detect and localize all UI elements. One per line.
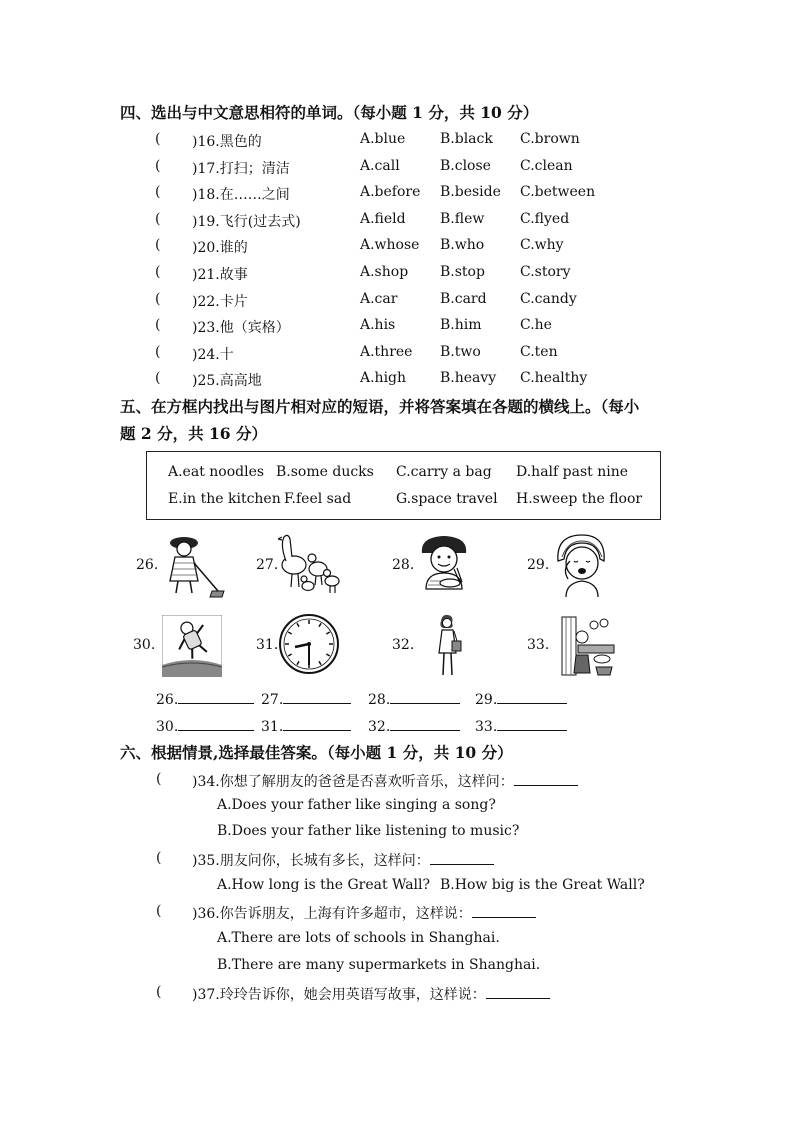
boy-eating-noodles-picture [416, 533, 474, 599]
woman-with-bag-picture [430, 613, 464, 679]
phrase-option-box [146, 451, 661, 520]
q24-option-b[interactable]: B.two [440, 344, 481, 360]
q23-option-a[interactable]: A.his [360, 317, 396, 333]
q22-option-c[interactable]: C.candy [520, 291, 577, 307]
picture-label-31: 31. [256, 637, 279, 653]
picture-label-26: 26. [136, 557, 159, 573]
q35-paren[interactable]: ( [156, 850, 162, 866]
q36-option-b[interactable]: B.There are many supermarkets in Shanghai. [217, 957, 541, 973]
q24-option-c[interactable]: C.ten [520, 344, 558, 360]
q23-question-text: )23.他（宾格） [192, 320, 290, 336]
answer-blank-29[interactable]: 29. [475, 691, 567, 708]
answer-blank-28[interactable]: 28. [368, 691, 460, 708]
q23-option-c[interactable]: C.he [520, 317, 552, 333]
q17-option-a[interactable]: A.call [360, 158, 400, 174]
picture-label-29: 29. [527, 557, 550, 573]
q19-option-c[interactable]: C.flyed [520, 211, 570, 227]
q18-question-text: )18.在……之间 [192, 187, 290, 203]
q18-option-a[interactable]: A.before [360, 184, 421, 200]
q19-option-b[interactable]: B.flew [440, 211, 485, 227]
q34-option-a[interactable]: A.Does your father like singing a song? [217, 797, 496, 813]
picture-label-27: 27. [256, 557, 279, 573]
q16-answer-paren[interactable]: ( [155, 131, 161, 147]
q20-option-a[interactable]: A.whose [360, 237, 420, 253]
q19-option-a[interactable]: A.field [360, 211, 406, 227]
q25-option-a[interactable]: A.high [360, 370, 407, 386]
q22-option-a[interactable]: A.car [360, 291, 398, 307]
q21-option-c[interactable]: C.story [520, 264, 571, 280]
q35-question: )35.朋友问你，长城有多长，这样问： [192, 850, 494, 870]
q35-option-b[interactable]: B.How big is the Great Wall? [440, 877, 645, 893]
option-h: H.sweep the floor [516, 491, 643, 507]
section5-heading-line2: 题 2 分，共 16 分） [120, 424, 267, 443]
q23-answer-paren[interactable]: ( [155, 317, 161, 333]
clock-picture [278, 613, 340, 675]
answer-blank-32[interactable]: 32. [368, 718, 460, 735]
q21-question-text: )21.故事 [192, 267, 248, 283]
q16-option-c[interactable]: C.brown [520, 131, 580, 147]
q34-option-b[interactable]: B.Does your father like listening to music? [217, 823, 520, 839]
q19-answer-paren[interactable]: ( [155, 211, 161, 227]
q17-option-c[interactable]: C.clean [520, 158, 573, 174]
picture-label-32: 32. [392, 637, 415, 653]
q18-option-c[interactable]: C.between [520, 184, 596, 200]
picture-label-33: 33. [527, 637, 550, 653]
q37-question: )37.玲玲告诉你，她会用英语写故事，这样说： [192, 984, 550, 1004]
option-a: A.eat noodles [168, 464, 265, 480]
answer-blank-33[interactable]: 33. [475, 718, 567, 735]
answer-blank-30[interactable]: 30. [156, 718, 254, 735]
q21-option-a[interactable]: A.shop [360, 264, 409, 280]
section5-heading-line1: 五、在方框内找出与图片相对应的短语，并将答案填在各题的横线上。（每小 [120, 397, 640, 416]
option-e: E.in the kitchen [168, 491, 281, 507]
q21-answer-paren[interactable]: ( [155, 264, 161, 280]
q21-option-b[interactable]: B.stop [440, 264, 485, 280]
sweeping-girl-picture [160, 533, 226, 599]
picture-label-30: 30. [133, 637, 156, 653]
q34-question: )34.你想了解朋友的爸爸是否喜欢听音乐，这样问： [192, 771, 578, 791]
q24-answer-paren[interactable]: ( [155, 344, 161, 360]
option-f: F.feel sad [284, 491, 352, 507]
q19-question-text: )19.飞行(过去式) [192, 214, 301, 230]
q20-answer-paren[interactable]: ( [155, 237, 161, 253]
option-c: C.carry a bag [396, 464, 492, 480]
q20-option-b[interactable]: B.who [440, 237, 485, 253]
q34-paren[interactable]: ( [156, 771, 162, 787]
q17-option-b[interactable]: B.close [440, 158, 491, 174]
q24-option-a[interactable]: A.three [360, 344, 413, 360]
sad-girl-picture [548, 531, 616, 599]
q17-question-text: )17.打扫；清洁 [192, 161, 290, 177]
kitchen-picture [560, 615, 616, 677]
ducks-picture [278, 531, 342, 597]
picture-label-28: 28. [392, 557, 415, 573]
q20-option-c[interactable]: C.why [520, 237, 564, 253]
option-d: D.half past nine [516, 464, 629, 480]
q16-option-a[interactable]: A.blue [360, 131, 406, 147]
q16-question-text: )16.黑色的 [192, 134, 262, 150]
q25-question-text: )25.高高地 [192, 373, 262, 389]
option-g: G.space travel [396, 491, 498, 507]
section6-heading: 六、根据情景,选择最佳答案。（每小题 1 分，共 10 分） [120, 743, 513, 762]
q18-option-b[interactable]: B.beside [440, 184, 501, 200]
answer-blank-27[interactable]: 27. [261, 691, 351, 708]
section4-heading: 四、选出与中文意思相符的单词。（每小题 1 分，共 10 分） [120, 103, 539, 122]
q36-paren[interactable]: ( [156, 903, 162, 919]
q24-question-text: )24.十 [192, 347, 234, 363]
q25-option-b[interactable]: B.heavy [440, 370, 497, 386]
q16-option-b[interactable]: B.black [440, 131, 493, 147]
q36-option-a[interactable]: A.There are lots of schools in Shanghai. [217, 930, 500, 946]
q35-option-a[interactable]: A.How long is the Great Wall? [217, 877, 431, 893]
option-b: B.some ducks [276, 464, 374, 480]
astronaut-picture [162, 615, 222, 677]
answer-blank-26[interactable]: 26. [156, 691, 254, 708]
q25-answer-paren[interactable]: ( [155, 370, 161, 386]
q18-answer-paren[interactable]: ( [155, 184, 161, 200]
q22-answer-paren[interactable]: ( [155, 291, 161, 307]
q23-option-b[interactable]: B.him [440, 317, 482, 333]
q17-answer-paren[interactable]: ( [155, 158, 161, 174]
answer-blank-31[interactable]: 31. [261, 718, 351, 735]
q22-question-text: )22.卡片 [192, 294, 248, 310]
q20-question-text: )20.谁的 [192, 240, 248, 256]
q22-option-b[interactable]: B.card [440, 291, 487, 307]
q36-question: )36.你告诉朋友，上海有许多超市，这样说： [192, 903, 536, 923]
q25-option-c[interactable]: C.healthy [520, 370, 588, 386]
q37-paren[interactable]: ( [156, 984, 162, 1000]
